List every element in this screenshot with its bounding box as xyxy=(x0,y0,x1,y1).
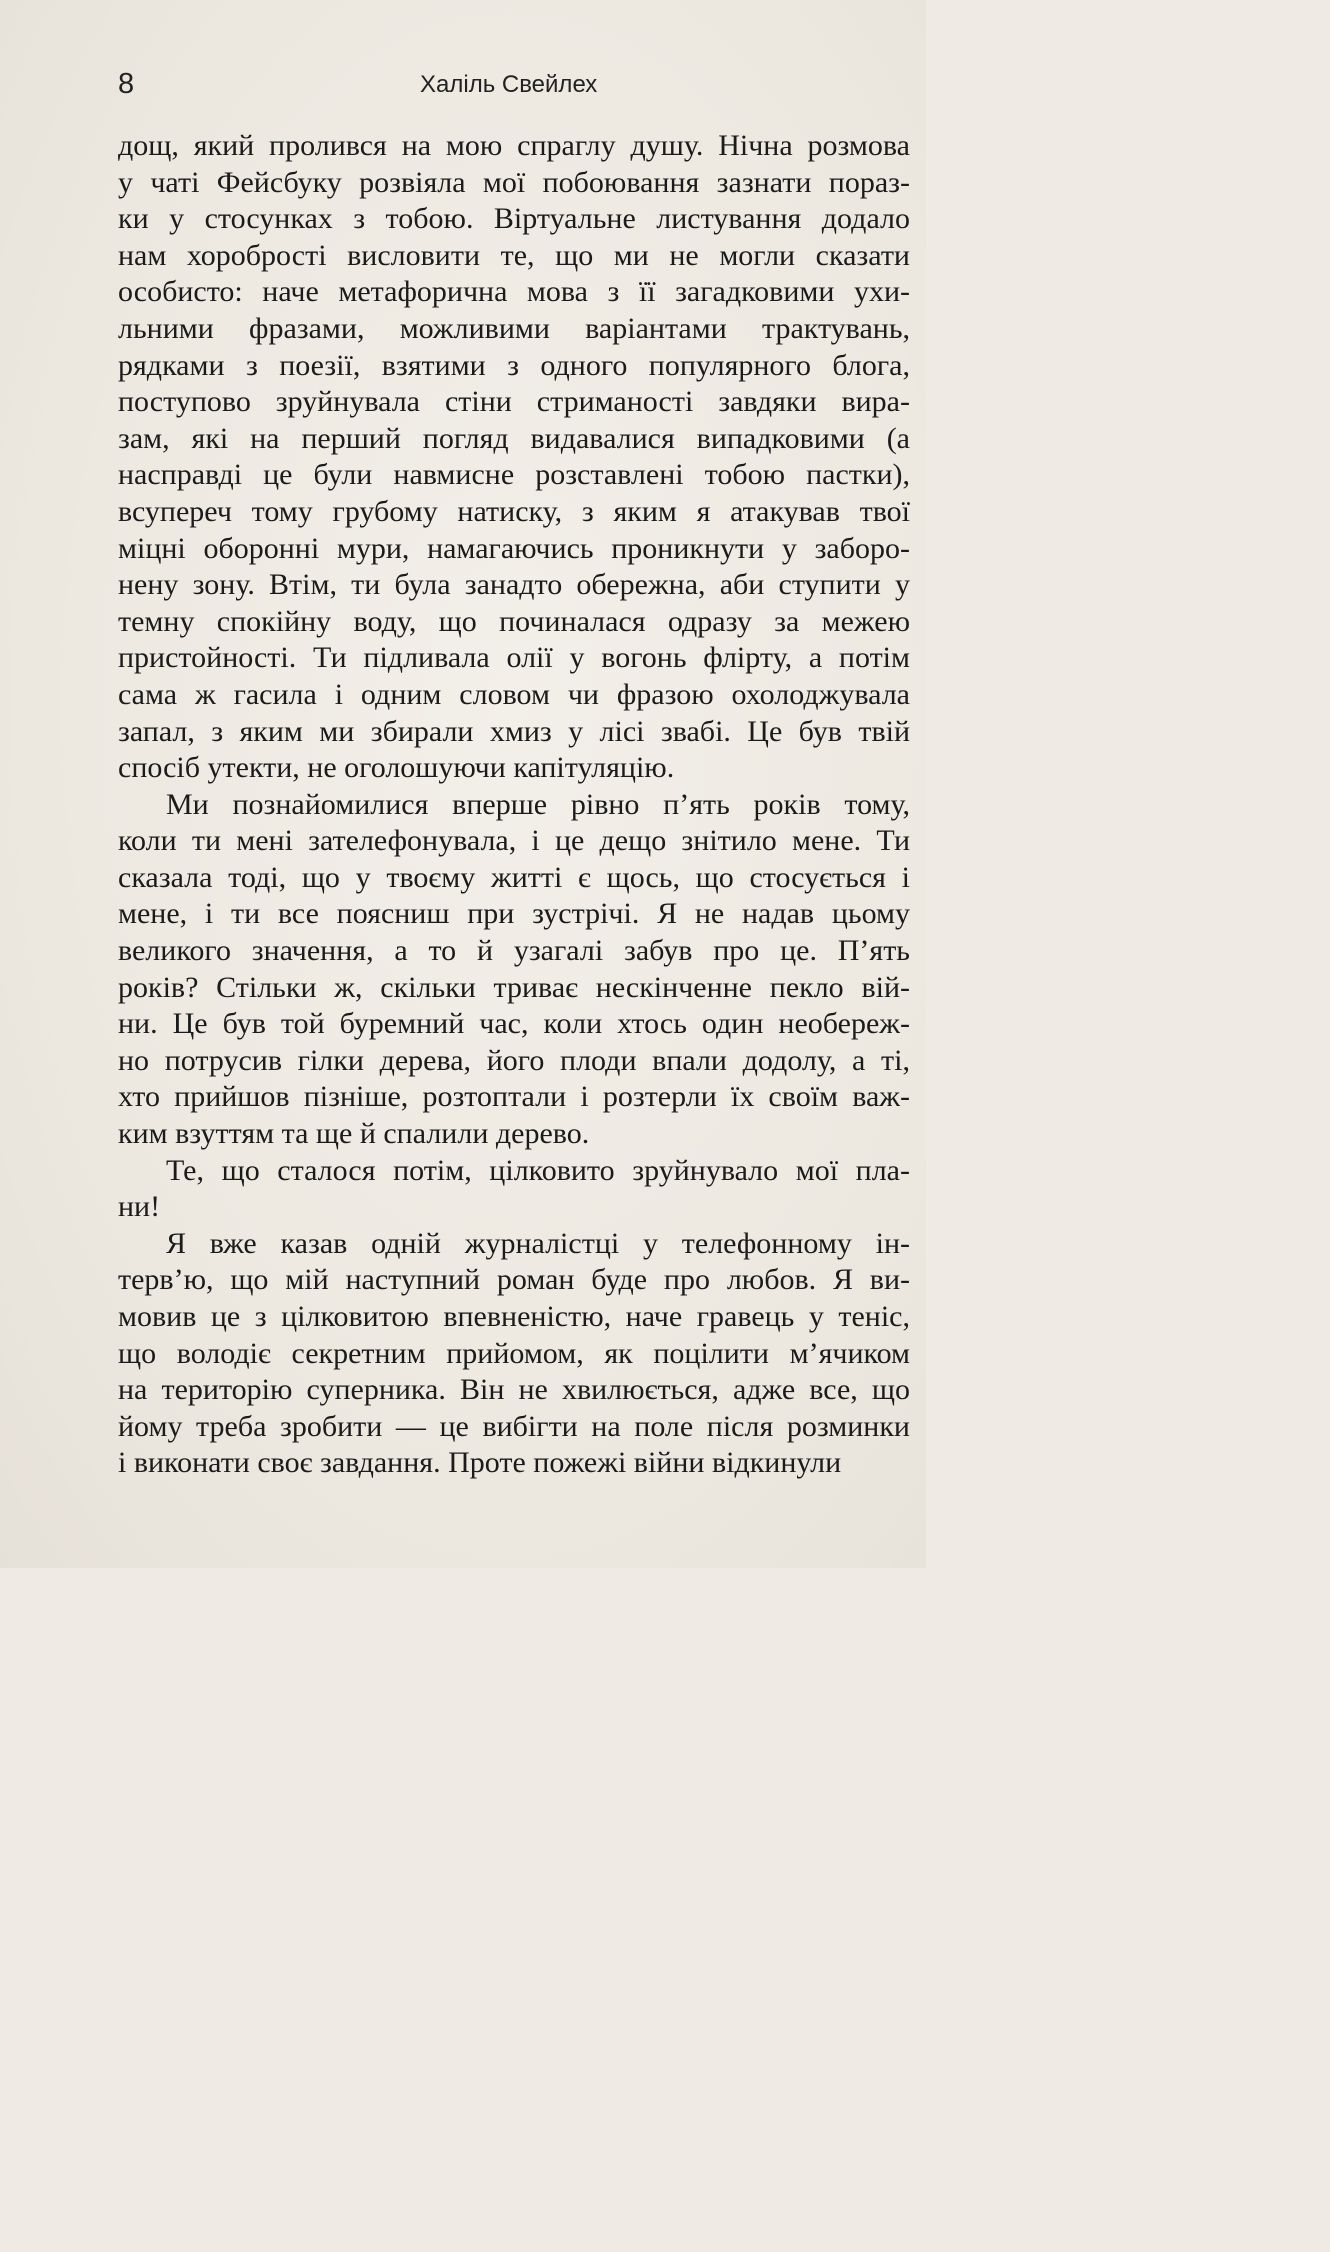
text-line: великого значення, а то й узагалі забув про це. П’ять xyxy=(118,934,910,968)
text-line: пристойності. Ти підливала олії у вогонь флірту, а потім xyxy=(118,641,910,675)
text-line: темну спокійну воду, що починалася одразу за межею xyxy=(118,604,910,638)
book-page xyxy=(0,0,926,1568)
text-line: сама ж гасила і одним словом чи фразою охолоджувала xyxy=(118,677,910,711)
text-line: і виконати своє завдання. Проте пожежі війни відкинули xyxy=(118,1446,842,1480)
paragraph xyxy=(118,1226,910,1482)
text-line: поступово зруйнувала стіни стриманості завдяки вира- xyxy=(118,385,910,419)
text-line: міцні оборонні мури, намагаючись проникнути у заборо- xyxy=(118,531,910,565)
text-line: зам, які на перший погляд видавалися випадковими (а xyxy=(118,421,910,455)
text-line: на територію суперника. Він не хвилюється, адже все, що xyxy=(118,1373,910,1407)
text-line: сказала тоді, що у твоєму житті є щось, що стосується і xyxy=(118,860,910,894)
text-line: особисто: наче метафорична мова з її загадковими ухи- xyxy=(118,275,910,309)
text-line: мовив це з цілковитою впевненістю, наче гравець у теніс, xyxy=(118,1300,910,1333)
text-line: ни! xyxy=(118,1190,161,1224)
text-line: ки у стосунках з тобою. Віртуальне листування додало xyxy=(118,202,910,236)
text-line: но потрусив гілки дерева, його плоди впали додолу, а ті, xyxy=(118,1043,910,1077)
text-line: що володіє секретним прийомом, як поцілити м’ячиком xyxy=(118,1336,910,1370)
text-line: хто прийшов пізніше, розтоптали і розтерли їх своїм важ- xyxy=(118,1080,910,1114)
text-line: Те, що сталося потім, цілковито зруйнувало мої пла- xyxy=(166,1153,910,1187)
text-line: льними фразами, можливими варіантами трактувань, xyxy=(118,311,910,345)
body-text xyxy=(118,128,910,1482)
text-line: у чаті Фейсбуку розвіяла мої побоювання зазнати пораз- xyxy=(118,165,910,199)
text-line: Ми познайомилися вперше рівно п’ять років тому, xyxy=(166,787,910,821)
text-line: років? Стільки ж, скільки триває нескінченне пекло вій- xyxy=(118,970,910,1004)
text-line: нам хоробрості висловити те, що ми не могли сказати xyxy=(118,238,910,272)
page-number: 8 xyxy=(118,68,135,100)
text-line: всупереч тому грубому натиску, з яким я атакував твої xyxy=(118,494,910,528)
text-line: Я вже казав одній журналістці у телефонному ін- xyxy=(166,1226,910,1260)
text-line: нену зону. Втім, ти була занадто обережна, аби ступити у xyxy=(118,568,910,602)
text-line: ким взуттям та ще й спалили дерево. xyxy=(118,1117,590,1151)
running-header-author: Халіль Свейлех xyxy=(420,71,598,98)
text-line: рядками з поезії, взятими з одного популярного блога, xyxy=(118,348,910,382)
paragraph xyxy=(118,128,910,787)
text-line: мене, і ти все поясниш при зустрічі. Я не надав цьому xyxy=(118,897,910,931)
text-line: спосіб утекти, не оголошуючи капітуляцію. xyxy=(118,751,675,785)
paragraph xyxy=(118,1153,910,1226)
text-line: йому треба зробити — це вибігти на поле після розминки xyxy=(118,1409,910,1443)
text-line: коли ти мені зателефонувала, і це дещо знітило мене. Ти xyxy=(118,824,910,858)
text-line: дощ, який пролився на мою спраглу душу. Нічна розмова xyxy=(118,129,910,162)
paragraph xyxy=(118,787,910,1153)
text-line: терв’ю, що мій наступний роман буде про любов. Я ви- xyxy=(118,1263,910,1297)
text-line: ни. Це був той буремний час, коли хтось один необереж- xyxy=(118,1007,910,1041)
text-line: запал, з яким ми збирали хмиз у лісі звабі. Це був твій xyxy=(118,714,910,748)
text-line: насправді це були навмисне розставлені тобою пастки), xyxy=(118,458,910,492)
